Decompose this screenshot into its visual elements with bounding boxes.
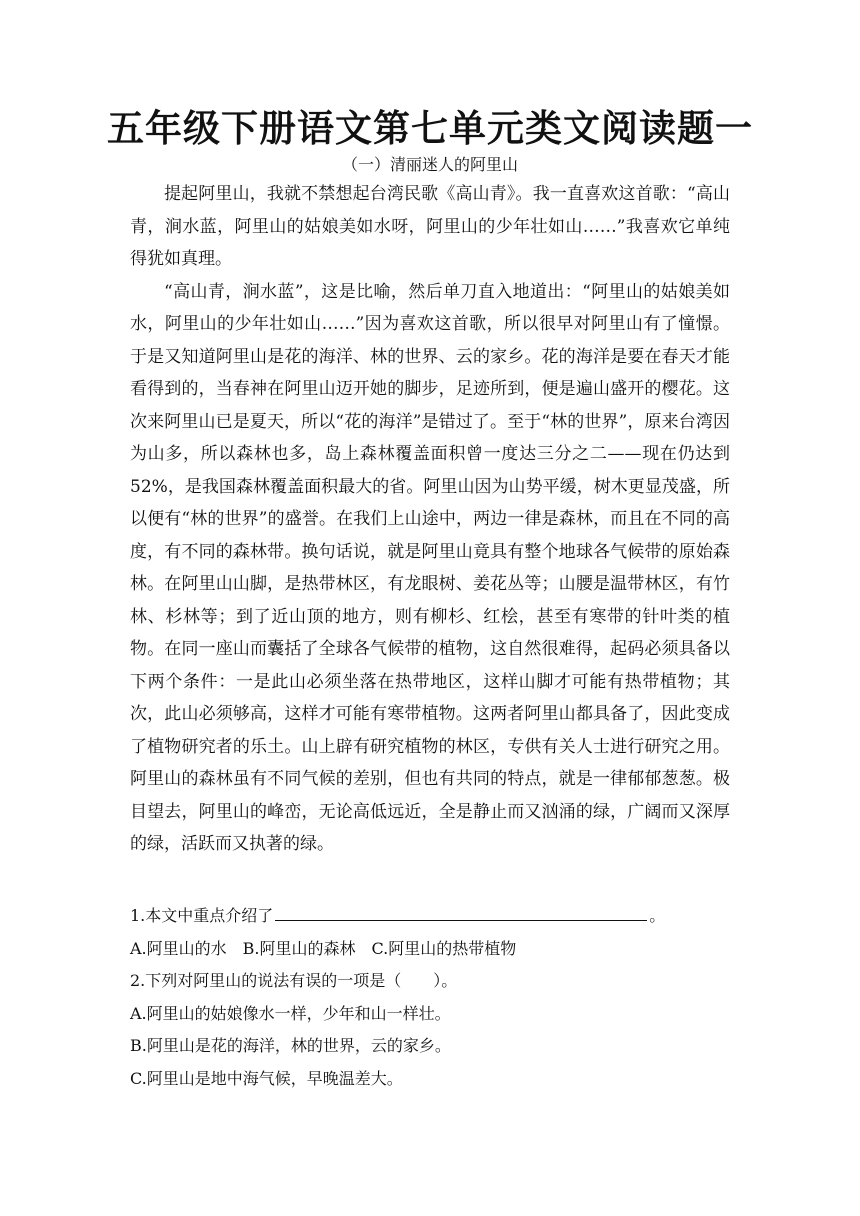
question-2-option-b: B.阿里山是花的海洋，林的世界，云的家乡。 xyxy=(130,1036,451,1055)
paragraph-1: 提起阿里山，我就不禁想起台湾民歌《高山青》。我一直喜欢这首歌：“高山青，涧水蓝，阿里山的姑娘美如水呀，阿里山的少年壮如山……”我喜欢它单纯得犹如真理。 xyxy=(130,184,730,269)
questions-section xyxy=(130,900,730,1095)
section-title: （一）清丽迷人的阿里山 xyxy=(341,155,518,174)
question-1 xyxy=(130,900,730,933)
paragraph-2: “高山青，涧水蓝”，这是比喻，然后单刀直入地道出：“阿里山的姑娘美如水，阿里山的少年壮如山……”因为喜欢这首歌，所以很早对阿里山有了憧憬。于是又知道阿里山是花的海洋、林的世界、云的家乡。花的海洋是要在春天才能看得到的，当春神在阿里山迈开她的脚步，足迹所到，便是遍山盛开的樱花。这次来阿里山已是夏天，所以“花的海洋”是错过了。至于“林的世界”，原来台湾因为山多，所以森林也多，岛上森林覆盖面积曾一度达三分之二——现在仍达到52%，是我国森林覆盖面积最大的省。阿里山因为山势平缓，树木更显茂盛，所以便有“林的世界”的盛誉。在我们上山途中，两边一律是森林，而且在不同的高度，有不同的森林带。换句话说，就是阿里山竟具有整个地球各气候带的原始森林。在阿里山山脚，是热带林区，有龙眼树、姜花丛等；山腰是温带林区，有竹林、杉林等；到了近山顶的地方，则有柳杉、红桧，甚至有寒带的针叶类的植物。在同一座山而囊括了全球各气候带的植物，这自然很难得，起码必须具备以下两个条件：一是此山必须坐落在热带地区，这样山脚才可能有热带植物；其次，此山必须够高，这样才可能有寒带植物。这两者阿里山都具备了，因此变成了植物研究者的乐土。山上辟有研究植物的林区，专供有关人士进行研究之用。阿里山的森林虽有不同气候的差别，但也有共同的特点，就是一律郁郁葱葱。极目望去，阿里山的峰峦，无论高低远近，全是静止而又汹涌的绿，广阔而又深厚的绿，活跃而又执著的绿。 xyxy=(130,281,730,854)
question-2-option-a: A.阿里山的姑娘像水一样，少年和山一样壮。 xyxy=(130,1003,451,1023)
question-1-stem: 1.本文中重点介绍了 xyxy=(130,906,274,925)
question-2-stem: 2.下列对阿里山的说法有误的一项是（ ）。 xyxy=(130,971,458,990)
question-2-option-c: C.阿里山是地中海气候，早晚温差大。 xyxy=(130,1068,403,1088)
article-body xyxy=(130,178,730,861)
answer-blank[interactable] xyxy=(275,902,647,921)
question-1-end: 。 xyxy=(649,906,666,925)
question-1-options: A.阿里山的水 B.阿里山的森林 C.阿里山的热带植物 xyxy=(130,938,517,958)
document-title: 五年级下册语文第七单元类文阅读题一 xyxy=(107,106,753,150)
